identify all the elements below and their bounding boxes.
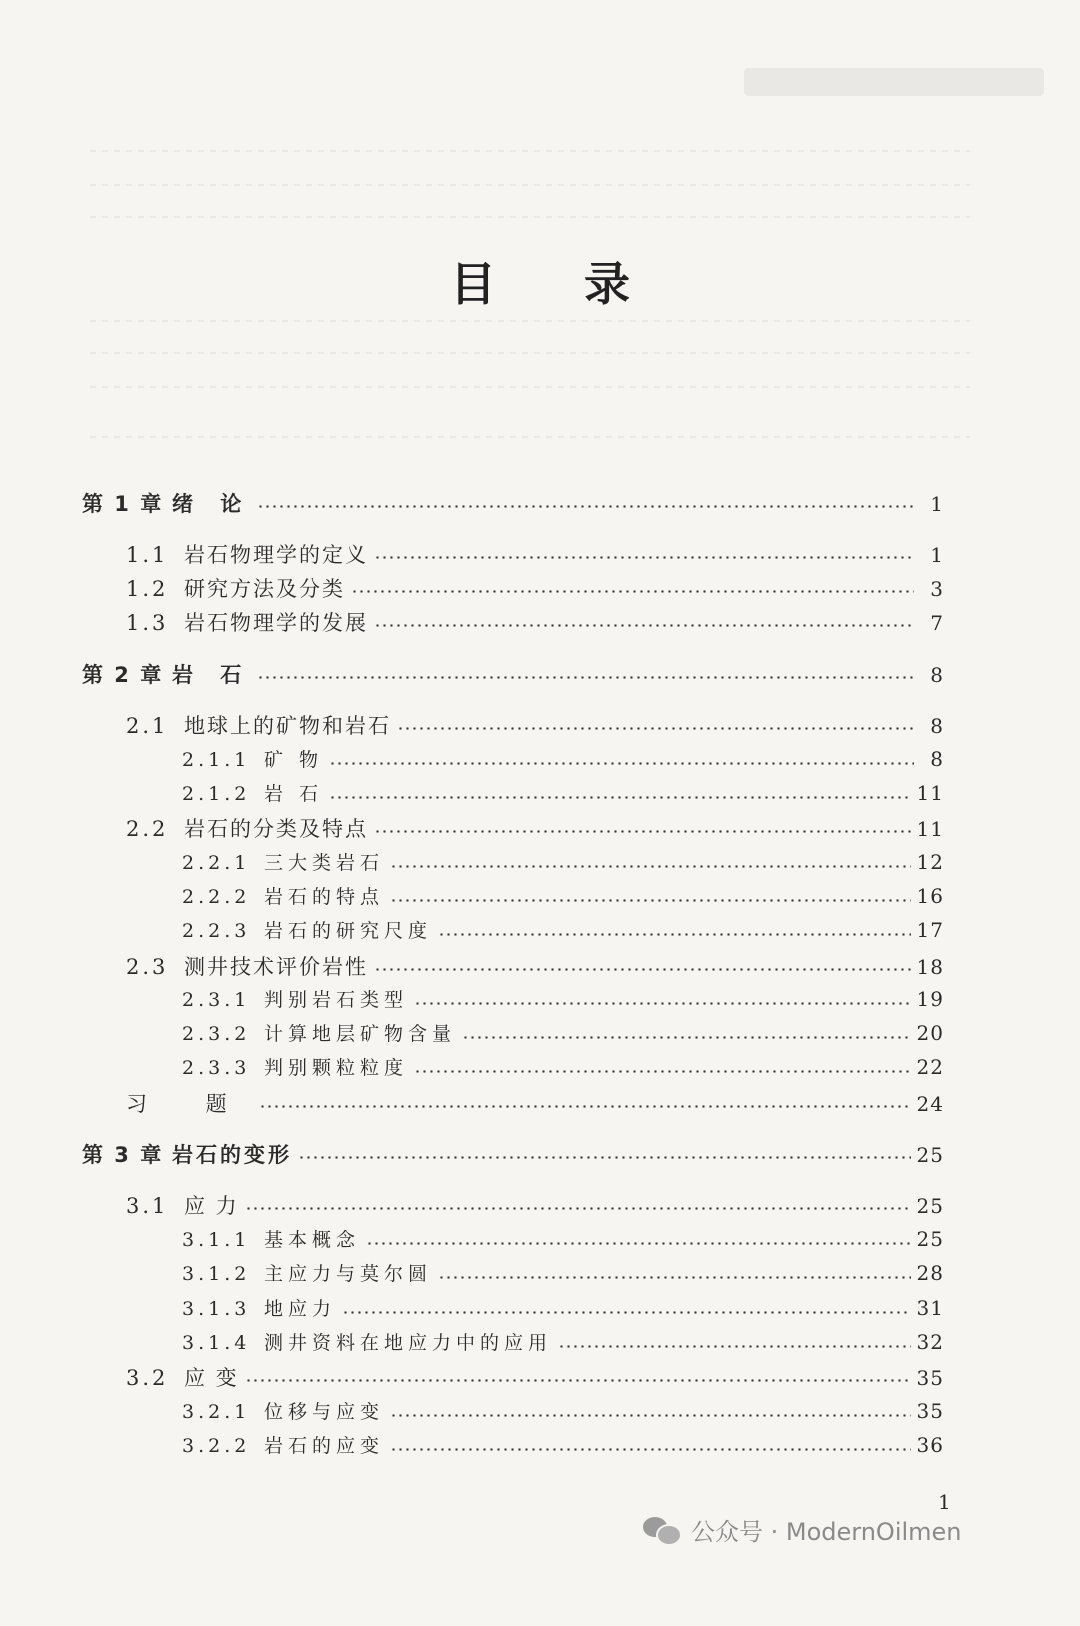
page-number: 8 [930, 714, 944, 738]
page-number: 25 [916, 1194, 944, 1218]
dot-leader [374, 968, 911, 971]
subsection-title: 三大类岩石 [264, 852, 385, 874]
bleed-through-header [744, 68, 1044, 96]
subsection-number: 2.3.1 [182, 989, 251, 1011]
dot-leader [374, 624, 914, 627]
dot-leader [245, 1207, 911, 1210]
chapter-number: 第 3 章 [82, 1143, 164, 1167]
dot-leader [257, 505, 914, 508]
watermark [643, 1512, 962, 1547]
bleed-through-line [90, 436, 970, 438]
dot-leader [438, 933, 911, 936]
page-number: 25 [916, 1227, 944, 1251]
dot-leader [329, 796, 911, 799]
subsection-title: 地应力 [264, 1298, 337, 1320]
page-folio-number: 1 [938, 1490, 951, 1514]
page-number: 35 [916, 1366, 944, 1390]
bleed-through-line [90, 352, 970, 354]
toc-entry-exercises-chapter-2[interactable] [126, 1088, 944, 1118]
section-title: 岩石的分类及特点 [184, 817, 368, 841]
page-number: 16 [916, 884, 944, 908]
dot-leader [298, 1156, 911, 1159]
dot-leader [390, 1448, 911, 1451]
toc-entry-subsection-2-1-1[interactable] [182, 745, 944, 775]
bleed-through-line [90, 320, 970, 322]
dot-leader [374, 830, 911, 833]
toc-entry-section-3-1[interactable] [126, 1190, 944, 1220]
section-title: 岩石物理学的定义 [184, 543, 368, 567]
bleed-through-line [90, 150, 970, 152]
watermark-text: 公众号 · ModernOilmen [691, 1518, 962, 1546]
subsection-number: 2.2.2 [182, 886, 251, 908]
dot-leader [351, 590, 914, 593]
dot-leader [462, 1036, 911, 1039]
toc-entry-section-1-2[interactable] [126, 573, 944, 603]
bleed-through-line [90, 386, 970, 388]
toc-entry-section-2-2[interactable] [126, 813, 944, 843]
subsection-title: 判别颗粒粒度 [264, 1057, 409, 1079]
subsection-number: 2.3.3 [182, 1057, 251, 1079]
page-number: 7 [930, 611, 944, 635]
section-title: 应 变 [184, 1366, 239, 1390]
subsection-title: 主应力与莫尔圆 [264, 1263, 433, 1285]
subsection-number: 2.2.3 [182, 920, 251, 942]
page-number: 28 [916, 1261, 944, 1285]
subsection-title: 岩 石 [264, 783, 324, 805]
subsection-title: 基本概念 [264, 1229, 361, 1251]
section-title: 研究方法及分类 [184, 577, 345, 601]
page-number: 12 [916, 850, 944, 874]
section-number: 1.3 [126, 611, 169, 635]
page-number: 11 [916, 817, 944, 841]
page-number: 35 [916, 1399, 944, 1423]
chapter-title: 岩 石 [172, 663, 252, 687]
subsection-number: 3.2.1 [182, 1401, 251, 1423]
toc-entry-section-2-1[interactable] [126, 710, 944, 740]
chapter-title: 绪 论 [172, 492, 252, 516]
dot-leader [414, 1070, 911, 1073]
bleed-through-line [90, 184, 970, 186]
section-number: 1.2 [126, 577, 169, 601]
toc-entry-section-2-3[interactable] [126, 951, 944, 981]
toc-entry-subsection-2-3-1[interactable] [182, 985, 944, 1015]
chapter-title: 岩石的变形 [172, 1143, 292, 1167]
subsection-title: 位移与应变 [264, 1401, 385, 1423]
toc-entry-subsection-2-2-2[interactable] [182, 882, 944, 912]
page-number: 31 [916, 1296, 944, 1320]
page-number: 1 [930, 543, 944, 567]
toc-entry-subsection-3-1-4[interactable] [182, 1328, 944, 1358]
subsection-title: 岩石的应变 [264, 1435, 385, 1457]
subsection-title: 判别岩石类型 [264, 989, 409, 1011]
subsection-number: 3.2.2 [182, 1435, 251, 1457]
section-number: 3.2 [126, 1366, 169, 1390]
page-number: 1 [930, 492, 944, 516]
section-title: 应 力 [184, 1194, 239, 1218]
toc-entry-subsection-3-2-1[interactable] [182, 1397, 944, 1427]
toc-entry-subsection-2-3-2[interactable] [182, 1019, 944, 1049]
dot-leader [390, 1414, 911, 1417]
subsection-title: 计算地层矿物含量 [264, 1023, 457, 1045]
dot-leader [558, 1345, 911, 1348]
toc-entry-section-1-3[interactable] [126, 607, 944, 637]
page-number: 22 [916, 1055, 944, 1079]
toc-entry-section-1-1[interactable] [126, 539, 944, 569]
exercises-title: 习 题 [126, 1092, 253, 1116]
section-title: 测井技术评价岩性 [184, 955, 368, 979]
dot-leader [259, 1105, 911, 1108]
page-number: 25 [916, 1143, 944, 1167]
page-number: 11 [916, 781, 944, 805]
toc-entry-subsection-2-1-2[interactable] [182, 779, 944, 809]
page-title: 目 录 [449, 257, 666, 311]
section-number: 2.1 [126, 714, 169, 738]
chapter-number: 第 1 章 [82, 492, 164, 516]
section-number: 2.2 [126, 817, 169, 841]
dot-leader [414, 1002, 911, 1005]
toc-entry-section-3-2[interactable] [126, 1362, 944, 1392]
dot-leader [329, 762, 914, 765]
subsection-number: 2.3.2 [182, 1023, 251, 1045]
dot-leader [397, 727, 914, 730]
section-title: 岩石物理学的发展 [184, 611, 368, 635]
dot-leader [390, 865, 911, 868]
toc-entry-subsection-2-2-3[interactable] [182, 916, 944, 946]
page-number: 8 [930, 747, 944, 771]
subsection-number: 2.1.2 [182, 783, 251, 805]
section-number: 2.3 [126, 955, 169, 979]
section-number: 3.1 [126, 1194, 169, 1218]
subsection-number: 3.1.1 [182, 1229, 251, 1251]
dot-leader [245, 1379, 911, 1382]
toc-entry-chapter-3[interactable] [82, 1139, 944, 1169]
dot-leader [438, 1276, 911, 1279]
bleed-through-line [90, 216, 970, 218]
page-number: 32 [916, 1330, 944, 1354]
page-number: 19 [916, 987, 944, 1011]
page-number: 18 [916, 955, 944, 979]
subsection-title: 测井资料在地应力中的应用 [264, 1332, 553, 1354]
page-number: 3 [930, 577, 944, 601]
subsection-number: 3.1.3 [182, 1298, 251, 1320]
wechat-icon [643, 1515, 681, 1545]
toc-entry-subsection-3-1-1[interactable] [182, 1225, 944, 1255]
toc-entry-subsection-3-1-2[interactable] [182, 1259, 944, 1289]
dot-leader [257, 676, 914, 679]
subsection-title: 岩石的特点 [264, 886, 385, 908]
subsection-number: 2.1.1 [182, 749, 251, 771]
section-number: 1.1 [126, 543, 169, 567]
page-number: 8 [930, 663, 944, 687]
subsection-title: 岩石的研究尺度 [264, 920, 433, 942]
section-title: 地球上的矿物和岩石 [184, 714, 391, 738]
subsection-title: 矿 物 [264, 749, 324, 771]
toc-entry-subsection-2-2-1[interactable] [182, 848, 944, 878]
page-number: 17 [916, 918, 944, 942]
toc-entry-chapter-2[interactable] [82, 659, 944, 689]
dot-leader [366, 1242, 911, 1245]
page-number: 24 [916, 1092, 944, 1116]
toc-entry-subsection-2-3-3[interactable] [182, 1053, 944, 1083]
dot-leader [374, 556, 914, 559]
subsection-number: 3.1.2 [182, 1263, 251, 1285]
subsection-number: 2.2.1 [182, 852, 251, 874]
toc-entry-subsection-3-2-2[interactable] [182, 1431, 944, 1461]
page-number: 36 [916, 1433, 944, 1457]
toc-entry-chapter-1[interactable] [82, 488, 944, 518]
page-number: 20 [916, 1021, 944, 1045]
dot-leader [342, 1311, 911, 1314]
dot-leader [390, 899, 911, 902]
chapter-number: 第 2 章 [82, 663, 164, 687]
toc-entry-subsection-3-1-3[interactable] [182, 1294, 944, 1324]
subsection-number: 3.1.4 [182, 1332, 251, 1354]
